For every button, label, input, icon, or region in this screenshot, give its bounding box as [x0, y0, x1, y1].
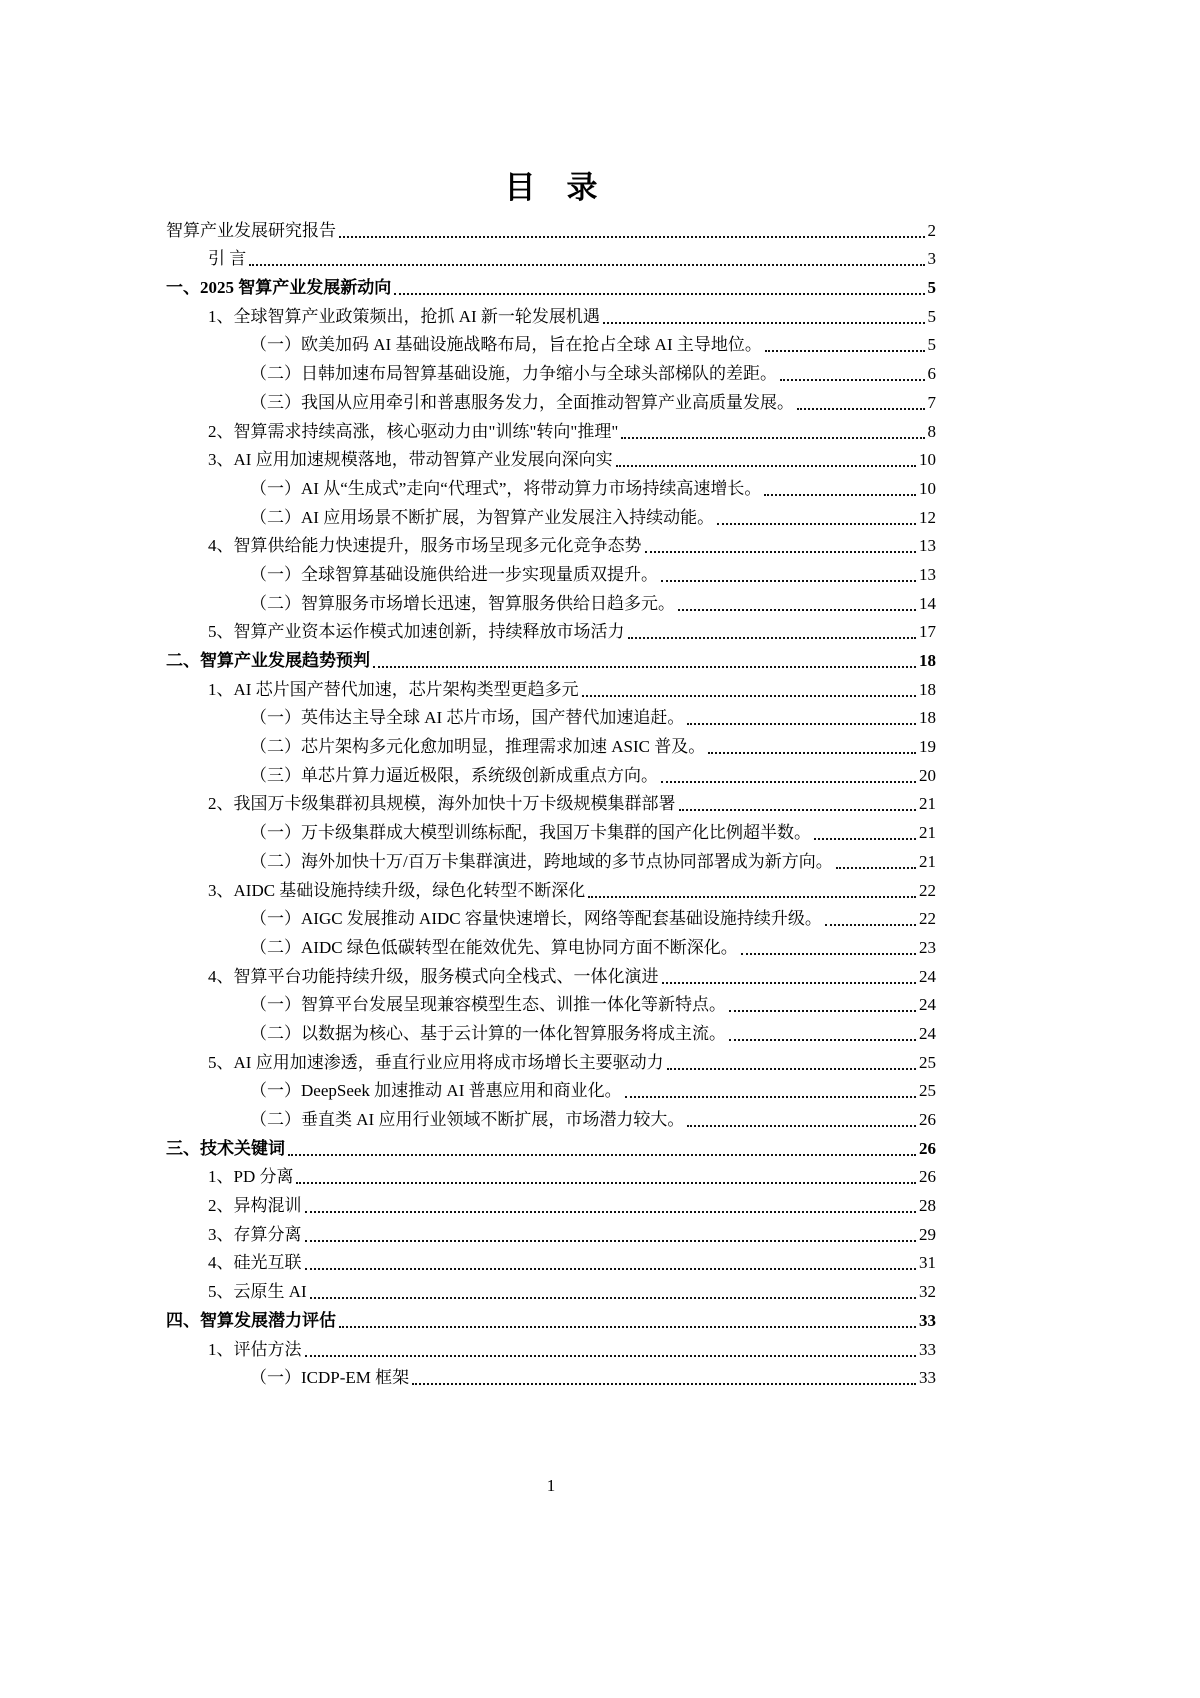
toc-leader-dots [628, 637, 917, 639]
toc-entry [166, 1333, 936, 1362]
toc-title: 目 录 [504, 170, 598, 205]
toc-entry-label: （一）智算平台发展呈现兼容模型生态、训推一体化等新特点。 [250, 995, 726, 1015]
toc-leader-dots [339, 236, 925, 238]
toc-entry [166, 759, 936, 788]
toc-entry-label: 1、AI 芯片国产替代加速，芯片架构类型更趋多元 [208, 679, 579, 699]
toc-entry-page: 8 [927, 421, 936, 441]
toc-entry [166, 903, 936, 932]
footer-page-number: 1 [546, 1476, 556, 1495]
toc-leader-dots [780, 379, 925, 381]
toc-entry [166, 845, 936, 874]
toc-leader-dots [687, 723, 916, 725]
toc-entry-page: 3 [927, 249, 936, 269]
toc-entry-label: 1、PD 分离 [208, 1167, 294, 1187]
toc-leader-dots [741, 953, 916, 955]
toc-leader-dots [305, 1211, 917, 1213]
toc-entry [166, 1362, 936, 1391]
toc-leader-dots [797, 408, 925, 410]
toc-entry [166, 1075, 936, 1104]
toc-entry [166, 1046, 936, 1075]
toc-entry-label: 1、全球智算产业政策频出，抢抓 AI 新一轮发展机遇 [208, 306, 600, 326]
toc-entry-page: 24 [919, 966, 936, 986]
toc-entry-label: 4、硅光互联 [208, 1253, 302, 1273]
toc-leader-dots [836, 867, 916, 869]
toc-entry-page: 24 [919, 995, 936, 1015]
toc-entry-page: 29 [919, 1224, 936, 1244]
toc-entry-label: （一）万卡级集群成大模型训练标配，我国万卡集群的国产化比例超半数。 [250, 823, 811, 843]
toc-entry-page: 22 [919, 909, 936, 929]
toc-entry-label: 5、AI 应用加速渗透，垂直行业应用将成市场增长主要驱动力 [208, 1052, 664, 1072]
toc-entry-label: （一）AIGC 发展推动 AIDC 容量快速增长，网络等配套基础设施持续升级。 [250, 909, 822, 929]
toc-leader-dots [661, 781, 916, 783]
toc-entry-page: 24 [919, 1023, 936, 1043]
toc-leader-dots [679, 809, 917, 811]
toc-entry-label: 四、智算发展潜力评估 [166, 1310, 336, 1330]
toc-entry [166, 989, 936, 1018]
toc-entry [166, 271, 936, 300]
toc-entry [166, 1247, 936, 1276]
toc-leader-dots [394, 293, 924, 295]
toc-entry-page: 32 [919, 1282, 936, 1302]
toc-leader-dots [296, 1182, 916, 1184]
toc-entry-page: 33 [919, 1339, 936, 1359]
toc-leader-dots [687, 1125, 916, 1127]
toc-entry-label: 智算产业发展研究报告 [166, 220, 336, 240]
toc-entry-page: 7 [927, 392, 936, 412]
toc-entry-label: 5、云原生 AI [208, 1282, 307, 1302]
toc-leader-dots [729, 1010, 916, 1012]
toc-entry-label: 2、异构混训 [208, 1196, 302, 1216]
toc-leader-dots [305, 1268, 917, 1270]
toc-entry [166, 558, 936, 587]
toc-entry-page: 23 [919, 937, 936, 957]
toc-entry [166, 673, 936, 702]
toc-entry [166, 472, 936, 501]
toc-leader-dots [603, 322, 925, 324]
toc-leader-dots [305, 1240, 917, 1242]
toc-entry-page: 10 [919, 478, 936, 498]
toc-entry-label: （一）ICDP-EM 框架 [250, 1368, 410, 1388]
toc-entry-page: 21 [919, 851, 936, 871]
toc-leader-dots [717, 523, 916, 525]
toc-leader-dots [661, 580, 916, 582]
toc-entry-page: 18 [919, 651, 936, 670]
toc-entry [166, 874, 936, 903]
toc-entry-label: 3、AIDC 基础设施持续升级，绿色化转型不断深化 [208, 880, 586, 900]
toc-entry-label: 4、智算供给能力快速提升，服务市场呈现多元化竞争态势 [208, 536, 642, 556]
toc-entry-label: （二）日韩加速布局智算基础设施，力争缩小与全球头部梯队的差距。 [250, 364, 777, 384]
toc-entry [166, 357, 936, 386]
toc-leader-dots [249, 264, 924, 266]
toc-entry [166, 1304, 936, 1333]
toc-entry [166, 386, 936, 415]
toc-entry-page: 25 [919, 1081, 936, 1101]
toc-entry-label: （三）单芯片算力逼近极限，系统级创新成重点方向。 [250, 765, 658, 785]
toc-leader-dots [339, 1326, 916, 1328]
toc-entry-page: 18 [919, 708, 936, 728]
toc-entry-label: （二）智算服务市场增长迅速，智算服务供给日趋多元。 [250, 593, 675, 613]
toc-entry-label: 3、存算分离 [208, 1224, 302, 1244]
toc-leader-dots [310, 1297, 916, 1299]
toc-entry-label: （一）全球智算基础设施供给进一步实现量质双提升。 [250, 564, 658, 584]
toc-entry-page: 21 [919, 794, 936, 814]
toc-entry [166, 816, 936, 845]
toc-leader-dots [582, 695, 916, 697]
toc-entry-label: 三、技术关键词 [166, 1138, 285, 1158]
toc-leader-dots [825, 924, 916, 926]
toc-entry-label: （二）芯片架构多元化愈加明显，推理需求加速 ASIC 普及。 [250, 737, 706, 757]
toc-entry-label: （一）DeepSeek 加速推动 AI 普惠应用和商业化。 [250, 1081, 622, 1101]
toc-entry [166, 1161, 936, 1190]
toc-leader-dots [412, 1383, 916, 1385]
toc-entry [166, 530, 936, 559]
toc-entry-label: 2、我国万卡级集群初具规模，海外加快十万卡级规模集群部署 [208, 794, 676, 814]
toc-entry-label: （二）AIDC 绿色低碳转型在能效优先、算电协同方面不断深化。 [250, 937, 738, 957]
toc-entry-label: （一）英伟达主导全球 AI 芯片市场，国产替代加速追赶。 [250, 708, 685, 728]
toc-entry [166, 644, 936, 673]
toc-leader-dots [662, 982, 917, 984]
toc-entry [166, 1275, 936, 1304]
toc-entry [166, 616, 936, 645]
toc-entry-label: 二、智算产业发展趋势预判 [166, 651, 370, 670]
toc-leader-dots [616, 465, 916, 467]
toc-entry-page: 13 [919, 536, 936, 556]
toc-entry-page: 14 [919, 593, 936, 613]
toc-entry [166, 1103, 936, 1132]
toc-entry [166, 1218, 936, 1247]
toc-entry-page: 26 [919, 1167, 936, 1187]
toc-entry-page: 26 [919, 1138, 936, 1158]
toc-entry-label: （三）我国从应用牵引和普惠服务发力，全面推动智算产业高质量发展。 [250, 392, 794, 412]
toc-entry-page: 26 [919, 1110, 936, 1129]
toc-entry-page: 5 [927, 335, 936, 355]
toc-leader-dots [764, 494, 916, 496]
toc-entry [166, 587, 936, 616]
toc-entry [166, 1132, 936, 1161]
toc-entry-page: 33 [919, 1368, 936, 1388]
toc-entry-page: 28 [919, 1196, 936, 1216]
toc-leader-dots [729, 1039, 916, 1041]
toc-entry [166, 444, 936, 473]
toc-entry [166, 243, 936, 272]
toc-entry [166, 501, 936, 530]
toc-leader-dots [645, 551, 917, 553]
toc-entry-page: 5 [927, 306, 936, 326]
toc-entry-page: 10 [919, 450, 936, 470]
toc-entry-label: 5、智算产业资本运作模式加速创新，持续释放市场活力 [208, 622, 625, 642]
toc-leader-dots [708, 752, 916, 754]
toc-entry-page: 19 [919, 737, 936, 757]
toc-entry-page: 25 [919, 1052, 936, 1072]
toc-leader-dots [678, 609, 916, 611]
toc-entry-page: 31 [919, 1253, 936, 1273]
toc-leader-dots [373, 666, 916, 668]
toc-entry-label: （二）AI 应用场景不断扩展，为智算产业发展注入持续动能。 [250, 507, 715, 527]
toc-entry-label: 2、智算需求持续高涨，核心驱动力由"训练"转向"推理" [208, 421, 619, 441]
toc-entry-page: 2 [927, 220, 936, 240]
toc-leader-dots [667, 1068, 916, 1070]
toc-leader-dots [765, 350, 925, 352]
toc-entry-label: 3、AI 应用加速规模落地，带动智算产业发展向深向实 [208, 450, 613, 470]
toc-entry [166, 214, 936, 243]
toc-entry-page: 18 [919, 679, 936, 699]
toc-entry [166, 1017, 936, 1046]
toc-entry-page: 33 [919, 1310, 936, 1330]
toc-entry-label: （一）欧美加码 AI 基础设施战略布局，旨在抢占全球 AI 主导地位。 [250, 335, 762, 355]
toc-leader-dots [588, 896, 916, 898]
toc-entry-label: （二）垂直类 AI 应用行业领域不断扩展，市场潜力较大。 [250, 1110, 685, 1129]
toc-entry-page: 21 [919, 823, 936, 843]
toc-entry [166, 702, 936, 731]
toc-entry-label: （二）以数据为核心、基于云计算的一体化智算服务将成主流。 [250, 1023, 726, 1043]
toc-entry-label: 1、评估方法 [208, 1339, 302, 1359]
toc-entry [166, 415, 936, 444]
toc-entry [166, 329, 936, 358]
toc-entry-label: （一）AI 从“生成式”走向“代理式”，将带动算力市场持续高速增长。 [250, 478, 762, 498]
toc-entry-label: 4、智算平台功能持续升级，服务模式向全栈式、一体化演进 [208, 966, 659, 986]
toc-leader-dots [305, 1355, 917, 1357]
toc-entry [166, 730, 936, 759]
toc-leader-dots [288, 1154, 916, 1156]
toc-entry-page: 6 [927, 364, 936, 384]
toc-leader-dots [814, 838, 916, 840]
toc-entry [166, 300, 936, 329]
toc-entry-label: （二）海外加快十万/百万卡集群演进，跨地域的多节点协同部署成为新方向。 [250, 851, 833, 871]
toc-entry-page: 22 [919, 880, 936, 900]
toc-entry [166, 960, 936, 989]
toc-entry-page: 17 [919, 622, 936, 642]
toc-leader-dots [625, 1096, 916, 1098]
toc-entry-page: 20 [919, 765, 936, 785]
toc-leader-dots [621, 437, 924, 439]
toc-entry [166, 1189, 936, 1218]
toc-entry [166, 931, 936, 960]
toc-entry [166, 788, 936, 817]
toc-list [166, 214, 936, 1390]
toc-entry-page: 5 [927, 278, 936, 298]
toc-entry-page: 12 [919, 507, 936, 527]
toc-entry-label: 一、2025 智算产业发展新动向 [166, 278, 392, 298]
toc-entry-page: 13 [919, 564, 936, 584]
toc-entry-label: 引 言 [208, 249, 247, 269]
